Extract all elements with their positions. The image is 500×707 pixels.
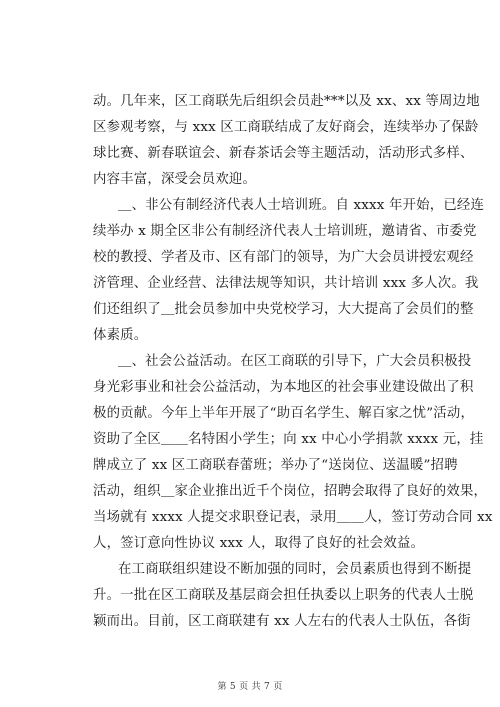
text-line: 颖而出。目前，区工商联建有 xx 人左右的代表人士队伍，各街: [93, 614, 471, 629]
text-line: 身光彩事业和社会公益活动，为本地区的社会事业建设做出了积: [93, 380, 474, 395]
text-line: 体素质。: [93, 328, 148, 343]
text-line: 牌成立了 xx 区工商联春蕾班；举办了“送岗位、送温暖”招聘: [93, 458, 458, 473]
text-line: 们还组织了＿批会员参加中央党校学习，大大提高了会员们的整: [93, 302, 474, 317]
text-line: 内容丰富，深受会员欢迎。: [93, 172, 257, 187]
text-line: 济管理、企业经营、法律法规等知识，共计培训 xxx 多人次。我: [93, 276, 479, 291]
paragraph-first-line: ＿、非公有制经济代表人士培训班。自 xxxx 年开始，已经连: [118, 198, 485, 213]
text-line: 球比赛、新春联谊会、新春茶话会等主题活动，活动形式多样、: [93, 146, 474, 161]
page-footer: 第 5 页 共 7 页: [217, 682, 283, 692]
text-line: 活动，组织＿家企业推出近千个岗位，招聘会取得了良好的效果，: [93, 484, 488, 499]
paragraph-first-line: 在工商联组织建设不断加强的同时，会员素质也得到不断提: [118, 562, 472, 577]
text-line: 动。几年来，区工商联先后组织会员赴***以及 xx、xx 等周边地: [93, 94, 480, 109]
text-line: 续举办 x 期全区非公有制经济代表人士培训班，邀请省、市委党: [93, 224, 477, 239]
text-line: 区参观考察，与 xxx 区工商联结成了友好商会，连续举办了保龄: [93, 120, 479, 135]
text-line: 当场就有 xxxx 人提交求职登记表，录用＿＿人，签订劳动合同 xx: [93, 510, 493, 525]
text-line: 极的贡献。今年上半年开展了“助百名学生、解百家之忧”活动，: [93, 406, 475, 421]
paragraph-first-line: ＿、社会公益活动。在区工商联的引导下，广大会员积极投: [118, 354, 472, 369]
text-line: 人，签订意向性协议 xxx 人，取得了良好的社会效益。: [93, 536, 425, 551]
text-line: 校的教授、学者及市、区有部门的领导，为广大会员讲授宏观经: [93, 250, 474, 265]
text-line: 升。一批在区工商联及基层商会担任执委以上职务的代表人士脱: [93, 588, 474, 603]
text-line: 资助了全区＿＿名特困小学生；向 xx 中心小学捐款 xxxx 元，挂: [93, 432, 484, 447]
